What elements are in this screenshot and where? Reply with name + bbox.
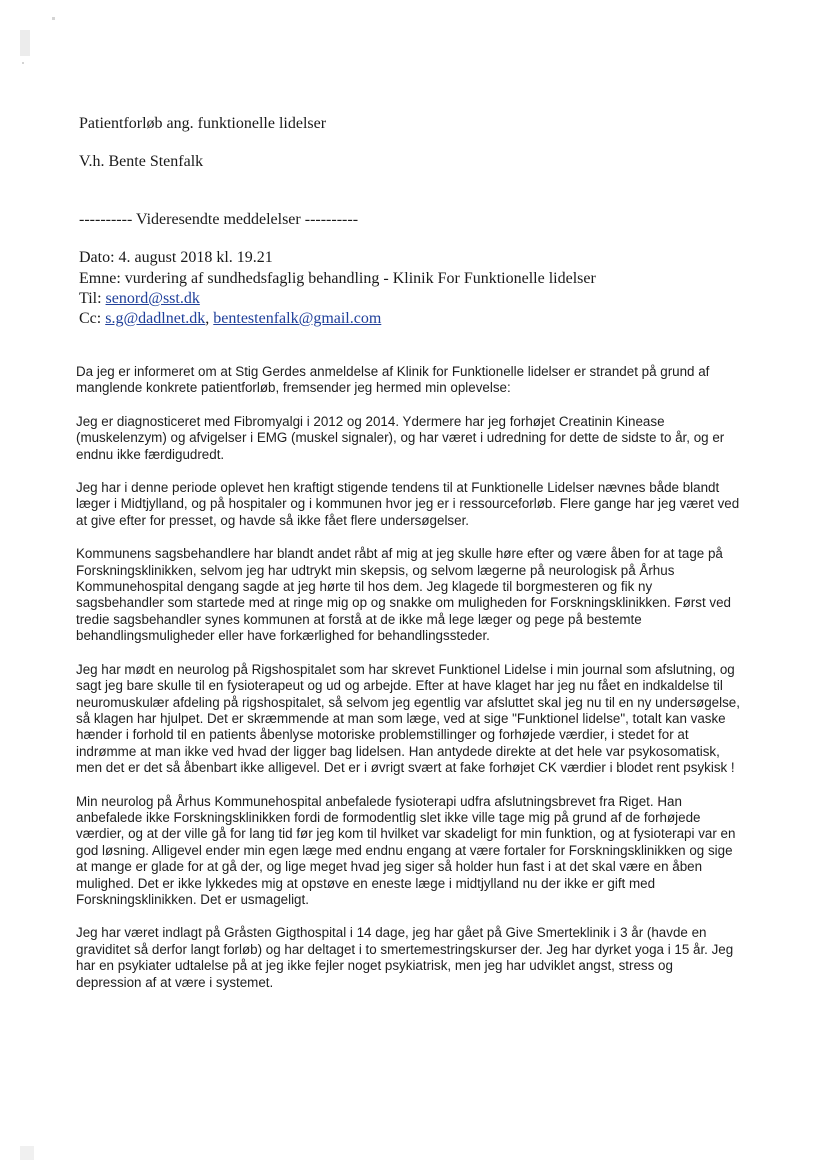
cc-label: Cc:	[79, 310, 102, 327]
scan-artifact	[20, 30, 30, 56]
scan-artifact	[22, 62, 24, 64]
paragraph-intro: Da jeg er informeret om at Stig Gerdes anmeldelse af Klinik for Funktionelle lidelser er strandet på grund af manglende konkrete patientforløb, fremsender jeg hermed min oplevelse:	[76, 364, 710, 396]
topic-line: Emne: vurdering af sundhedsfaglig behandling - Klinik For Funktionelle lidelser	[79, 270, 596, 287]
paragraph-tendency: Jeg har i denne periode oplevet hen kraftigt stigende tendens til at Funktionelle Lidelser nævnes både blandt læger i Midtjylland, og på hospitaler og i kommunen hvor jeg er i ressourceforløb. Flere gange har jeg været ved at give efter for presset, og havde så ikke fået flere undersøgelser.	[76, 480, 740, 528]
cc-line	[79, 309, 381, 329]
date-line: Dato: 4. august 2018 kl. 19.21	[79, 249, 273, 266]
on-behalf-line: V.h. Bente Stenfalk	[79, 153, 204, 170]
document-title: Patientforløb ang. funktionelle lidelser	[79, 115, 327, 132]
paragraph-history: Jeg har været indlagt på Gråsten Gigthospital i 14 dage, jeg har gået på Give Smerteklinik i 3 år (havde en graviditet så derfor langt forløb) og har deltaget i to smertemestringskurser der. Jeg har dyrket yoga i 15 år. Jeg har en psykiater udtalelse på at jeg ikke fejler noget psykiatrisk, men jeg har udviklet angst, stress og depression af at være i systemet.	[76, 925, 734, 990]
paragraph-neurologist: Min neurolog på Århus Kommunehospital anbefalede fysioterapi udfra afslutningsbrevet fra Riget. Han anbefalede ikke Forskningsklinikken fordi de formodentlig slet ikke ville tage mig på grund af de forhøjede værdier, og at der ville gå for lang tid før jeg kom til hvilket var skadeligt for min funktion, og at fysioterapi var en god løsning. Alligevel ender min egen læge med endnu engang at være fortaler for Forskningsklinikken og sige at mange er glade for at gå der, og lige meget hvad jeg siger så holder hun fast i at det skal være en åben mulighed. Det er ikke lykkedes mig at opstøve en eneste læge i midtjylland nu der ikke er gift med Forskningsklinikken. Det er usmageligt.	[76, 793, 736, 907]
forwarded-marker: ---------- Videresendte meddelelser ----------	[79, 211, 359, 228]
cc-separator: ,	[205, 310, 210, 327]
scan-artifact	[20, 1146, 34, 1160]
cc-email-link-2[interactable]: bentestenfalk@gmail.com	[213, 310, 382, 327]
paragraph-diagnosis: Jeg er diagnosticeret med Fibromyalgi i 2012 og 2014. Ydermere har jeg forhøjet Creatinin Kinease (muskelenzym) og afvigelser i EMG (muskel signaler), og har været i udredning for dette de sidste to år, og er endnu ikke færdigudredt.	[76, 413, 725, 462]
scan-artifact	[52, 17, 55, 20]
paragraph-rigshospitalet: Jeg har mødt en neurolog på Rigshospitalet som har skrevet Funktionel Lidelse i min journal som afslutning, og sagt jeg bare skulle til en fysioterapeut og ud og arbejde. Efter at have klaget har jeg nu fået en indkaldelse til neuromuskulær afdeling på rigshospitalet, så selvom jeg egentlig var afsluttet skal jeg nu til en ny undersøgelse, så klagen har hjulpet. Det er skræmmende at man som læge, ved at sige "Funktionel lidelse", totalt kan vaske hænder i forhold til en patients åbenlyse motoriske problemstillinger og forhøjede værdier, i stedet for at indrømme at man ikke ved hvad der ligger bag lidelsen. Han antydede direkte at det hele var psykosomatisk, men det er det så åbenbart ikke alligevel. Det er i øvrigt svært at fake forhøjet CK værdier i blodet rent psykisk !	[76, 661, 740, 776]
to-email-link[interactable]: senord@sst.dk	[105, 290, 200, 307]
to-label: Til:	[79, 290, 102, 307]
letter-body	[76, 364, 742, 1008]
paragraph-municipality: Kommunens sagsbehandlere har blandt andet råbt af mig at jeg skulle høre efter og være åben for at tage på Forskningsklinikken, selvom jeg har udtrykt min skepsis, og selvom lægerne på neurologisk på Århus Kommunehospital dengang sagde at jeg hørte til hos dem. Jeg klagede til borgmesteren og fik ny sagsbehandler som startede med at ringe mig op og snakke om muligheden for Forskningsklinikken. Først ved tredie sagsbehandler synes kommunen at forstå at de ikke må lege læger og pege på bestemte behandlingsmuligheder eller have forkærlighed for behandlingssteder.	[76, 546, 731, 644]
to-line	[79, 289, 200, 309]
cc-email-link-1[interactable]: s.g@dadlnet.dk	[105, 310, 206, 327]
